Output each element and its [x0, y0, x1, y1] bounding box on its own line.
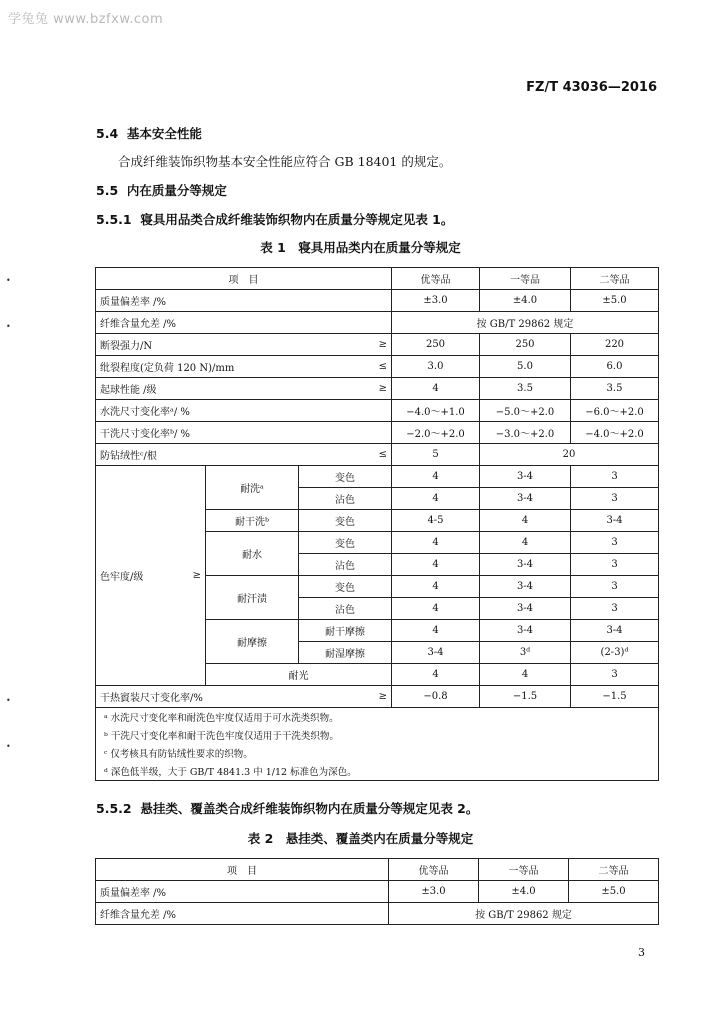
row-item: 纤维含量允差 /% — [96, 903, 389, 925]
footnote: ᵇ 干洗尺寸变化率和耐干洗色牢度仅适用于干洗类织物。 — [96, 726, 659, 744]
table-header-row — [96, 268, 659, 290]
cell-grade-3: 3 — [571, 664, 659, 686]
cell-grade-1: 4 — [392, 598, 480, 620]
cell-grade-2: −5.0～+2.0 — [480, 400, 571, 422]
cell-merged: 按 GB/T 29862 规定 — [392, 312, 659, 334]
cell-grade-3: 3.5 — [571, 378, 659, 400]
cell-grade-3: 220 — [571, 334, 659, 356]
cf-light-label: 耐光 — [206, 664, 392, 686]
row-item: 干洗尺寸变化率ᵇ/ % — [96, 422, 392, 444]
cell-grade-2-3: 20 — [480, 444, 659, 466]
cell-grade-2: −1.5 — [480, 686, 571, 708]
row-item: 质量偏差率 /% — [96, 290, 392, 312]
cell-grade-3: 3 — [571, 466, 659, 488]
cell-grade-3: −1.5 — [571, 686, 659, 708]
row-item: 断裂强力/N ≥ — [96, 334, 392, 356]
footnote: ᵈ 深色低半级，大于 GB/T 4841.3 中 1/12 标准色为深色。 — [96, 762, 659, 781]
table-header-row — [96, 859, 659, 881]
section-5-4-text: 合成纤维装饰织物基本安全性能应符合 GB 18401 的规定。 — [118, 154, 452, 169]
table-1 — [95, 267, 659, 781]
cell-grade-1: 4 — [392, 576, 480, 598]
cell-grade-3: 3 — [571, 554, 659, 576]
table-row — [96, 312, 659, 334]
cf-wash-label: 耐洗ᵃ — [206, 466, 299, 510]
table-row — [96, 444, 659, 466]
cell-grade-3: 6.0 — [571, 356, 659, 378]
table-2 — [95, 858, 659, 925]
cell-grade-1: 4 — [392, 554, 480, 576]
cell-grade-2: ±4.0 — [480, 290, 571, 312]
cell-grade-2: ±4.0 — [479, 881, 569, 903]
row-item: 起球性能 /级 ≥ — [96, 378, 392, 400]
cf-sub-label: 沾色 — [299, 488, 392, 510]
margin-mark: • — [6, 742, 11, 751]
header-item: 项 目 — [96, 859, 389, 881]
cf-sub-label: 变色 — [299, 532, 392, 554]
cell-grade-2: 3-4 — [480, 620, 571, 642]
cell-grade-1: ±3.0 — [392, 290, 480, 312]
cell-grade-3: 3-4 — [571, 620, 659, 642]
cell-grade-2: 3-4 — [480, 488, 571, 510]
table-row — [96, 378, 659, 400]
footnote-row — [96, 708, 659, 727]
row-item: 纰裂程度(定负荷 120 N)/mm ≤ — [96, 356, 392, 378]
header-grade-1: 优等品 — [389, 859, 479, 881]
cell-grade-1: 4 — [392, 378, 480, 400]
cell-grade-2: 3-4 — [480, 554, 571, 576]
cell-grade-2: 4 — [480, 532, 571, 554]
standard-code: FZ/T 43036—2016 — [526, 80, 657, 95]
section-5-5-2-heading: 5.5.2 悬挂类、覆盖类合成纤维装饰织物内在质量分等规定见表 2。 — [96, 801, 479, 816]
cell-grade-1: −4.0～+1.0 — [392, 400, 480, 422]
watermark-text: 学兔兔 www.bzfxw.com — [8, 12, 164, 27]
cf-sub-label: 变色 — [299, 576, 392, 598]
cell-grade-3: 3-4 — [571, 510, 659, 532]
cell-grade-1: 4 — [392, 664, 480, 686]
cell-grade-3: −6.0～+2.0 — [571, 400, 659, 422]
section-5-5-1-heading: 5.5.1 寝具用品类合成纤维装饰织物内在质量分等规定见表 1。 — [96, 212, 454, 227]
cf-dry-label: 耐干洗ᵇ — [206, 510, 299, 532]
cell-grade-2: 250 — [480, 334, 571, 356]
cf-sub-label: 耐干摩擦 — [299, 620, 392, 642]
cf-water-label: 耐水 — [206, 532, 299, 576]
cf-sweat-label: 耐汗渍 — [206, 576, 299, 620]
cf-sub-label: 耐湿摩擦 — [299, 642, 392, 664]
header-grade-3: 二等品 — [569, 859, 659, 881]
cell-grade-1: 3.0 — [392, 356, 480, 378]
cell-grade-3: −4.0～+2.0 — [571, 422, 659, 444]
row-item: 质量偏差率 /% — [96, 881, 389, 903]
table-row — [96, 400, 659, 422]
cell-merged: 按 GB/T 29862 规定 — [389, 903, 659, 925]
footnote-row — [96, 744, 659, 762]
header-grade-3: 二等品 — [571, 268, 659, 290]
cell-grade-2: 3-4 — [480, 576, 571, 598]
table-row — [96, 903, 659, 925]
header-grade-2: 一等品 — [479, 859, 569, 881]
row-item: 纤维含量允差 /% — [96, 312, 392, 334]
cell-grade-1: −0.8 — [392, 686, 480, 708]
cell-grade-1: 250 — [392, 334, 480, 356]
header-grade-1: 优等品 — [392, 268, 480, 290]
cell-grade-2: 3ᵈ — [480, 642, 571, 664]
section-5-5-heading: 5.5 内在质量分等规定 — [96, 183, 227, 198]
footnote-row — [96, 762, 659, 781]
table-row — [96, 290, 659, 312]
cell-grade-1: 5 — [392, 444, 480, 466]
cell-grade-2: 3-4 — [480, 466, 571, 488]
table-row — [96, 334, 659, 356]
cell-grade-1: 4 — [392, 532, 480, 554]
margin-mark: • — [6, 696, 11, 705]
footnote: ᶜ 仅考核具有防钻绒性要求的织物。 — [96, 744, 659, 762]
cell-grade-1: 4 — [392, 466, 480, 488]
cell-grade-3: ±5.0 — [569, 881, 659, 903]
cell-grade-2: 3-4 — [480, 598, 571, 620]
section-5-4-heading: 5.4 基本安全性能 — [96, 126, 202, 141]
cell-grade-2: 5.0 — [480, 356, 571, 378]
cell-grade-1: ±3.0 — [389, 881, 479, 903]
margin-mark: • — [6, 322, 11, 331]
footnote: ᵃ 水洗尺寸变化率和耐洗色牢度仅适用于可水洗类织物。 — [96, 708, 659, 727]
row-item: 干热賨装尺寸变化率/% ≥ — [96, 686, 392, 708]
header-item: 项 目 — [96, 268, 392, 290]
header-grade-2: 一等品 — [480, 268, 571, 290]
row-item: 防钻绒性ᶜ/根 ≤ — [96, 444, 392, 466]
cf-rub-label: 耐摩擦 — [206, 620, 299, 664]
cell-grade-1: 4 — [392, 620, 480, 642]
table-row — [96, 422, 659, 444]
row-item: 水洗尺寸变化率ᵃ/ % — [96, 400, 392, 422]
cell-grade-2: 4 — [480, 510, 571, 532]
cell-grade-2: 3.5 — [480, 378, 571, 400]
cell-grade-3: 3 — [571, 576, 659, 598]
colorfastness-label: 色牢度/级 ≥ — [96, 466, 206, 686]
cf-sub-label: 沾色 — [299, 598, 392, 620]
cell-grade-1: −2.0～+2.0 — [392, 422, 480, 444]
cell-grade-3: 3 — [571, 488, 659, 510]
cell-grade-3: ±5.0 — [571, 290, 659, 312]
footnote-row — [96, 726, 659, 744]
table-1-caption: 表 1 寝具用品类内在质量分等规定 — [260, 240, 461, 255]
cell-grade-1: 4-5 — [392, 510, 480, 532]
cell-grade-3: (2-3)ᵈ — [571, 642, 659, 664]
cf-sub-label: 沾色 — [299, 554, 392, 576]
cell-grade-3: 3 — [571, 532, 659, 554]
page-number: 3 — [638, 946, 645, 959]
table-row — [96, 466, 659, 488]
margin-mark: • — [6, 276, 11, 285]
table-row — [96, 686, 659, 708]
cell-grade-2: −3.0～+2.0 — [480, 422, 571, 444]
cf-sub-label: 变色 — [299, 466, 392, 488]
cf-sub-label: 变色 — [299, 510, 392, 532]
table-2-caption: 表 2 悬挂类、覆盖类内在质量分等规定 — [247, 831, 474, 846]
cell-grade-3: 3 — [571, 598, 659, 620]
table-row — [96, 881, 659, 903]
cell-grade-1: 4 — [392, 488, 480, 510]
table-row — [96, 356, 659, 378]
cell-grade-1: 3-4 — [392, 642, 480, 664]
cell-grade-2: 4 — [480, 664, 571, 686]
